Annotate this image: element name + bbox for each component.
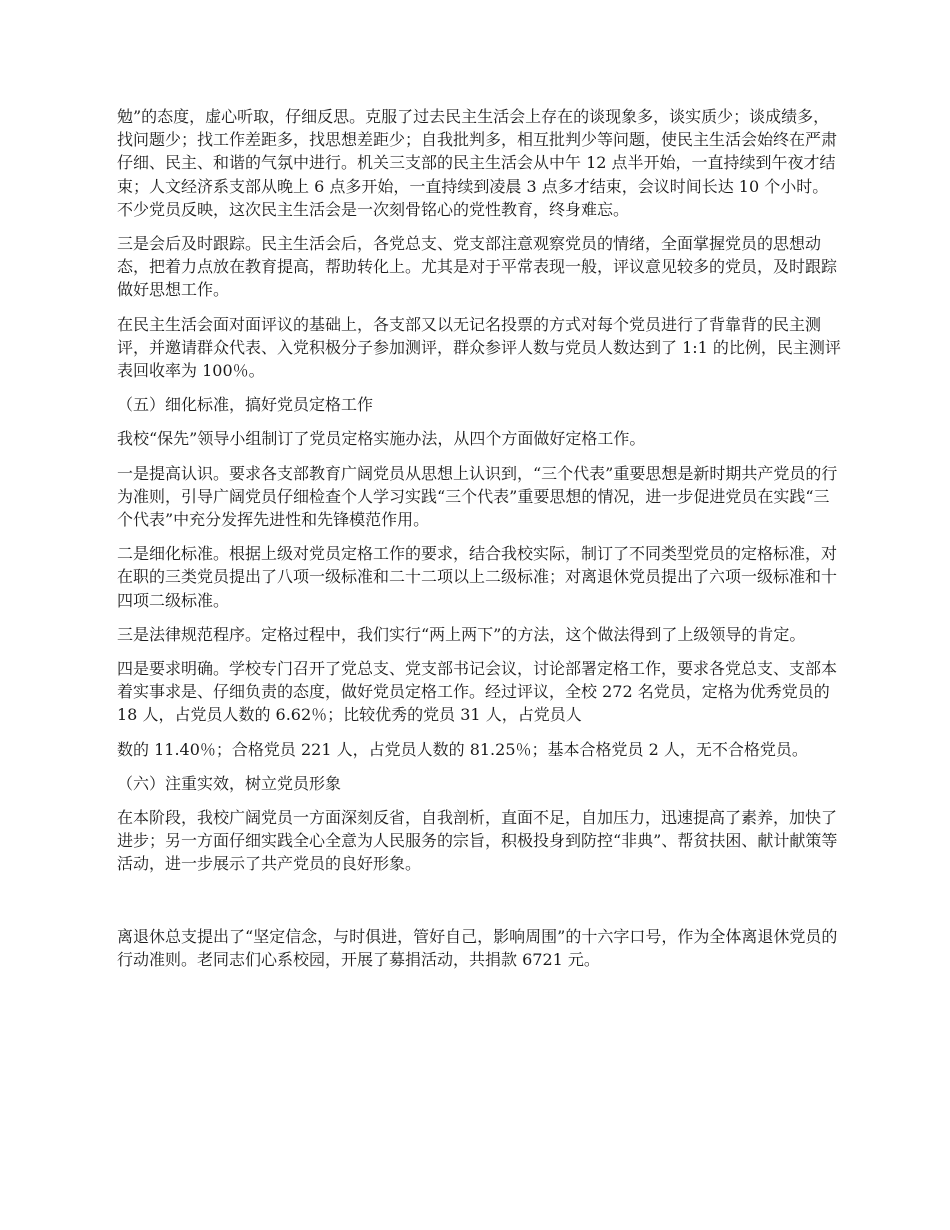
paragraph-raise-awareness: 一是提高认识。要求各支部教育广阔党员从思想上认识到，“三个代表”重要思想是新时期共产党员的行为准则，引导广阔党员仔细检查个人学习实践“三个代表”重要思想的情况，进一步促进党员在实践“三个代表”中充分发挥先进性和先锋模范作用。 — [117, 463, 838, 530]
document-body — [117, 105, 842, 982]
section-heading-five: （五）细化标准，搞好党员定格工作 — [117, 395, 374, 415]
paragraph-practical-results: 在本阶段，我校广阔党员一方面深刻反省，自我剖析，直面不足，自加压力，迅速提高了素养，加快了进步；另一方面仔细实践全心全意为人民服务的宗旨，积极投身到防控“非典”、帮贫扶困、献计献策等活动，进一步展示了共产党员的良好形象。 — [117, 808, 838, 874]
paragraph-rating-results: 数的 11.40％；合格党员 221 人，占党员人数的 81.25％；基本合格党员 2 人，无不合格党员。 — [117, 739, 808, 759]
paragraph-procedure: 三是法律规范程序。定格过程中，我们实行“两上两下”的方法，这个做法得到了上级领导的肯定。 — [117, 624, 806, 644]
paragraph-requirements: 四是要求明确。学校专门召开了党总支、党支部书记会议，讨论部署定格工作，要求各党总支、支部本着实事求是、仔细负责的态度，做好党员定格工作。经过评议，全校 272 名党员，定格为优秀党员的 18 人，占党员人数的 6.62％；比较优秀的党员 31 人，占党员人 — [117, 659, 838, 725]
paragraph-refine-standards: 二是细化标准。根据上级对党员定格工作的要求，结合我校实际，制订了不同类型党员的定格标准，对在职的三类党员提出了八项一级标准和二十二项以上二级标准；对离退休党员提出了六项一级标准和十四项二级标准。 — [117, 544, 838, 610]
paragraph-democratic-life-meeting: 勉”的态度，虚心听取，仔细反思。克服了过去民主生活会上存在的谈现象多，谈实质少；谈成绩多，找问题少；找工作差距多，找思想差距少；自我批判多，相互批判少等问题，使民主生活会始终在严肃仔细、民主、和谐的气氛中进行。机关三支部的民主生活会从中午 12 点半开始，一直持续到午夜才结束；人文经济系支部从晚上 6 点多开始，一直持续到凌晨 3 点多才结束，会议时间长达 10 个小时。不少党员反映，这次民主生活会是一次刻骨铭心的党性教育，终身难忘。 — [117, 107, 838, 219]
paragraph-follow-up: 三是会后及时跟踪。民主生活会后，各党总支、党支部注意观察党员的情绪，全面掌握党员的思想动态，把着力点放在教育提高，帮助转化上。尤其是对于平常表现一般，评议意见较多的党员，及时跟踪做好思想工作。 — [117, 234, 838, 300]
section-heading-six: （六）注重实效，树立党员形象 — [117, 773, 342, 793]
blank-spacer — [117, 887, 842, 925]
paragraph-rating-method: 我校“保先”领导小组制订了党员定格实施办法，从四个方面做好定格工作。 — [117, 429, 646, 449]
paragraph-retired-branch: 离退休总支提出了“坚定信念，与时俱进，管好自己，影响周围”的十六字口号，作为全体离退休党员的行动准则。老同志们心系校园，开展了募捐活动，共捐款 6721 元。 — [117, 926, 838, 969]
paragraph-democratic-evaluation: 在民主生活会面对面评议的基础上，各支部又以无记名投票的方式对每个党员进行了背靠背的民主测评，并邀请群众代表、入党积极分子参加测评，群众参评人数与党员人数达到了 1:1 的比例，民主测评表回收率为 100％。 — [117, 314, 841, 381]
